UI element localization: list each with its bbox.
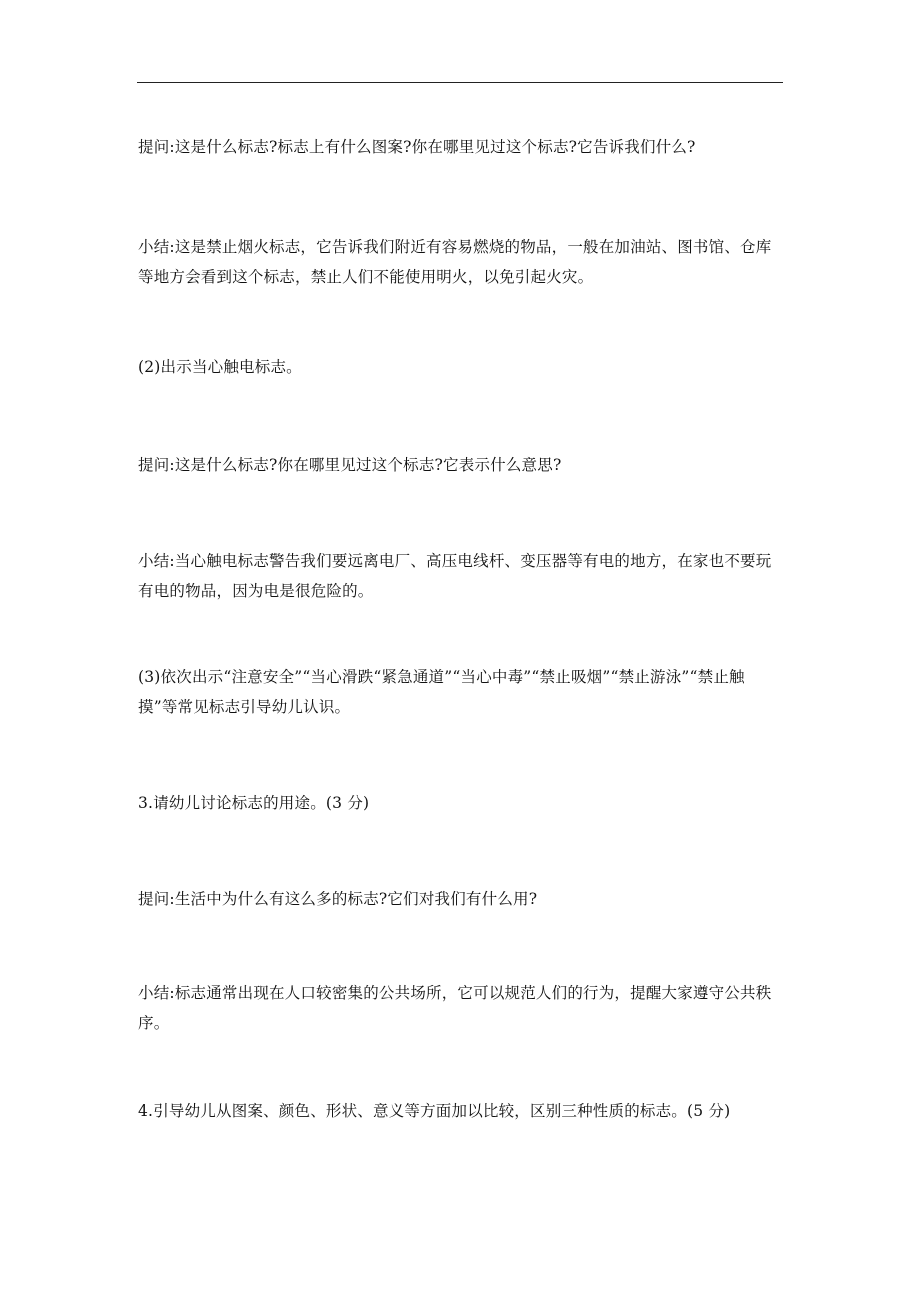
summary-paragraph: 小结:标志通常出现在人口较密集的公共场所，它可以规范人们的行为，提醒大家遵守公共秩序。 <box>138 984 772 1032</box>
step-paragraph: (2)出示当心触电标志。 <box>138 358 302 376</box>
section-heading-paragraph: 4.引导幼儿从图案、颜色、形状、意义等方面加以比较，区别三种性质的标志。(5 分) <box>138 1102 731 1120</box>
section-heading-paragraph: 3.请幼儿讨论标志的用途。(3 分) <box>138 794 370 812</box>
step-paragraph: (3)依次出示“注意安全”“当心滑跌“紧急通道”“当心中毒”“禁止吸烟”“禁止游泳”“禁止触摸”等常见标志引导幼儿认识。 <box>138 668 745 716</box>
summary-paragraph: 小结:这是禁止烟火标志，它告诉我们附近有容易燃烧的物品，一般在加油站、图书馆、仓库等地方会看到这个标志，禁止人们不能使用明火，以免引起火灾。 <box>138 238 772 286</box>
question-paragraph: 提问:这是什么标志?标志上有什么图案?你在哪里见过这个标志?它告诉我们什么? <box>138 138 696 156</box>
question-paragraph: 提问:这是什么标志?你在哪里见过这个标志?它表示什么意思? <box>138 456 562 474</box>
header-rule <box>137 82 783 83</box>
question-paragraph: 提问:生活中为什么有这么多的标志?它们对我们有什么用? <box>138 890 538 908</box>
summary-paragraph: 小结:当心触电标志警告我们要远离电厂、高压电线杆、变压器等有电的地方，在家也不要玩有电的物品，因为电是很危险的。 <box>138 552 772 600</box>
